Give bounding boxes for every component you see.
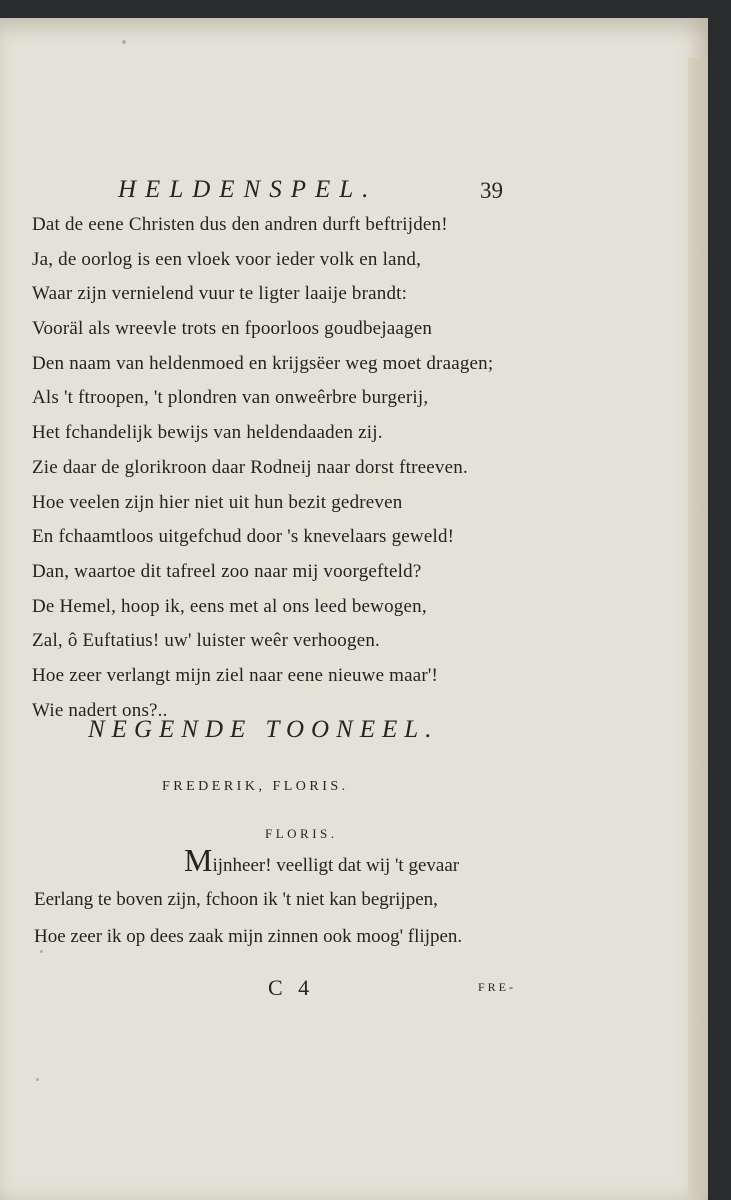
verse-line: Zal, ô Euftatius! uw' luister weêr verhoogen. — [32, 630, 380, 652]
verse-line: Vooräl als wreevle trots en fpoorloos goudbejaagen — [32, 318, 433, 340]
dialogue-text: ijnheer! veelligt dat wij 't gevaar — [212, 855, 460, 876]
page-edge — [688, 58, 708, 1198]
dialogue-block — [34, 844, 674, 955]
verse-line: Ja, de oorlog is een vloek voor ieder volk en land, — [32, 248, 422, 270]
page-number: 39 — [480, 178, 503, 203]
verse-line: Hoe zeer verlangt mijn ziel naar eene nieuwe maar'! — [32, 664, 439, 686]
verse-line: Zie daar de glorikroon daar Rodneij naar dorst ftreeven. — [32, 456, 468, 478]
speaker-name: FLORIS. — [265, 826, 338, 841]
paper-speck — [36, 1078, 39, 1081]
verse-line: Waar zijn vernielend vuur te ligter laaije brandt: — [32, 283, 408, 305]
verse-line: Het fchandelijk bewijs van heldendaaden zij. — [32, 422, 383, 444]
signature-mark: C 4 — [268, 975, 315, 1000]
scene-characters: FREDERIK, FLORIS. — [162, 779, 349, 794]
catchword: FRE- — [478, 980, 517, 994]
book-page — [0, 18, 708, 1200]
verse-line: Hoe veelen zijn hier niet uit hun bezit gedreven — [32, 491, 403, 513]
verse-line: En fchaamtloos uitgefchud door 's knevelaars geweld! — [32, 526, 455, 548]
verse-block — [32, 208, 672, 728]
verse-line: Wie nadert ons?.. — [32, 699, 168, 721]
verse-line: Dat de eene Christen dus den andren durft beftrijden! — [32, 214, 448, 235]
paper-speck — [122, 40, 126, 44]
verse-line: Den naam van heldenmoed en krijgsëer weg moet draagen; — [32, 352, 494, 374]
drop-cap: M — [184, 842, 213, 878]
dialogue-line: Eerlang te boven zijn, fchoon ik 't niet kan begrijpen, — [34, 889, 438, 910]
verse-line: De Hemel, hoop ik, eens met al ons leed bewogen, — [32, 595, 427, 617]
dialogue-line: Hoe zeer ik op dees zaak mijn zinnen ook moog' flijpen. — [34, 926, 463, 947]
scene-heading: NEGENDE TOONEEL. — [88, 716, 439, 743]
verse-line: Dan, waartoe dit tafreel zoo naar mij voorgefteld? — [32, 560, 422, 582]
running-title: HELDENSPEL. — [118, 176, 378, 203]
dialogue-line — [34, 844, 674, 881]
verse-line: Als 't ftroopen, 't plondren van onweêrbre burgerij, — [32, 387, 429, 409]
